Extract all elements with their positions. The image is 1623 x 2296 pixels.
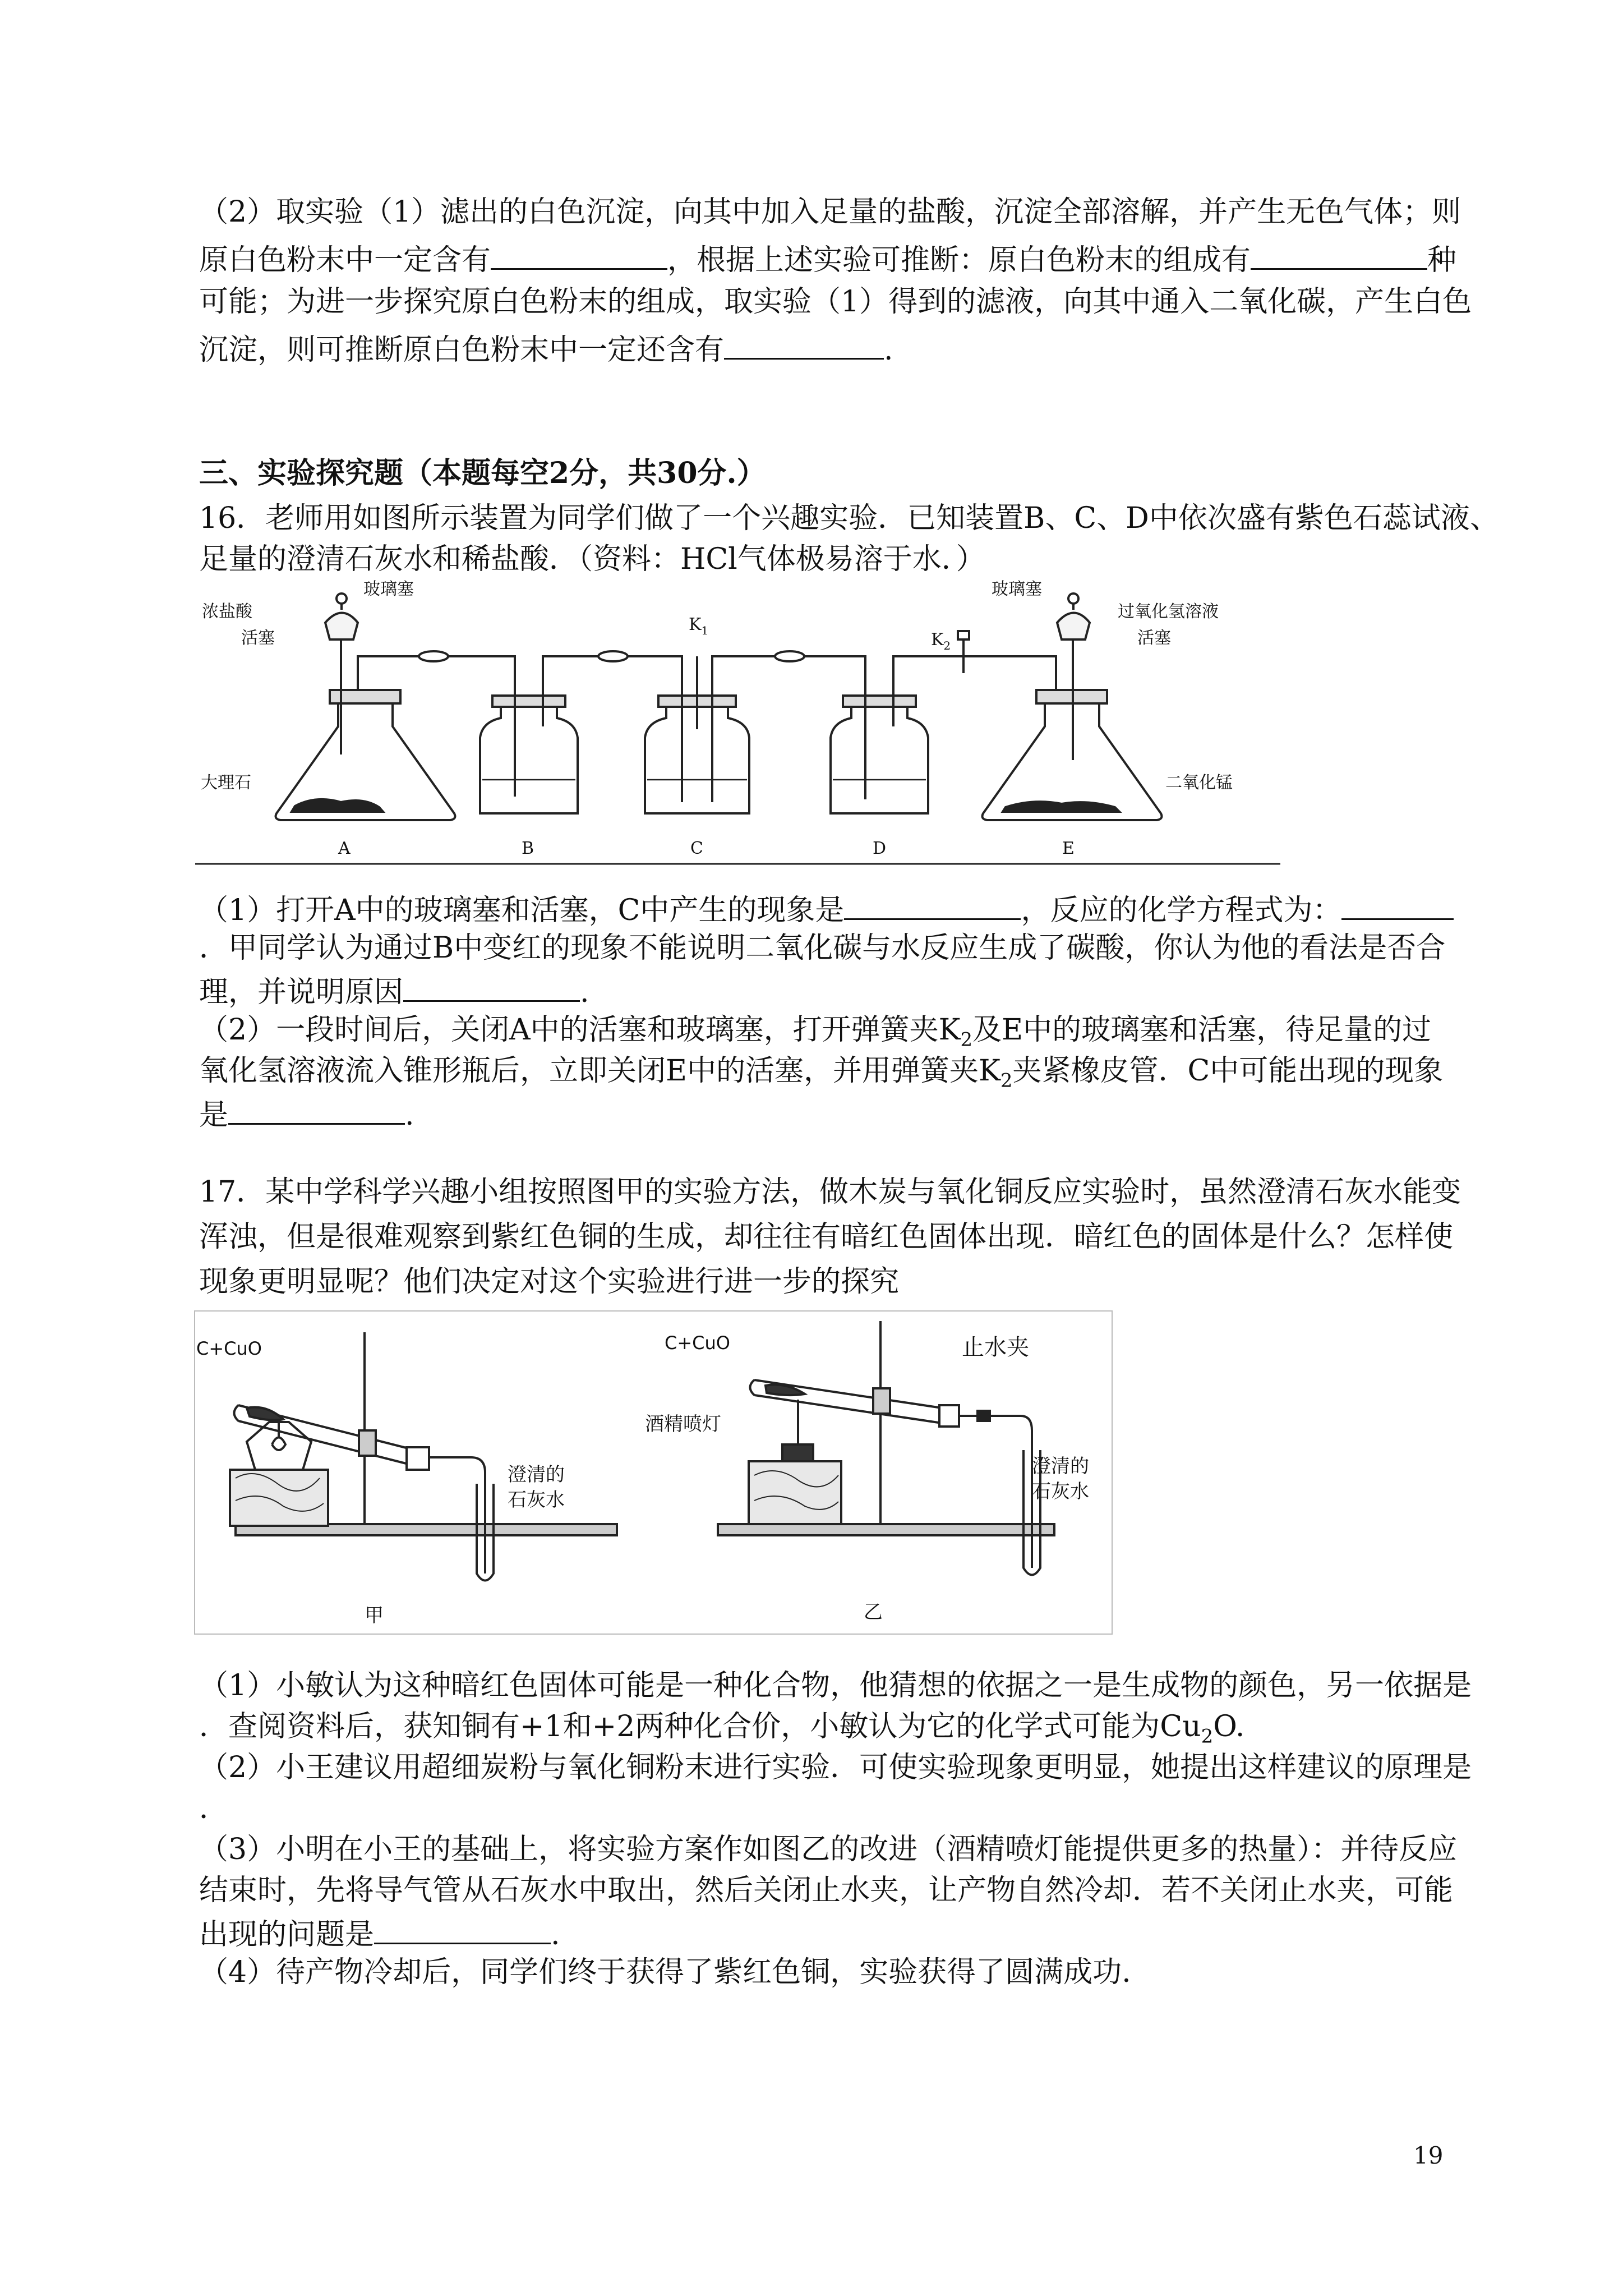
q17-p1-line1: （1）小敏认为这种暗红色固体可能是一种化合物，他猜想的依据之一是生成物的颜色，另一依据是: [199, 1669, 1472, 1703]
q16-p1-line3: [199, 972, 589, 1009]
page-number: 19: [1413, 2142, 1444, 2169]
label-glass-stopper: 玻璃塞: [363, 579, 414, 599]
answer-blank: [844, 890, 1021, 920]
q17-line2: 浑浊，但是很难观察到紫红色铜的生成，却往往有暗红色固体出现．暗红色的固体是什么？怎样使: [199, 1220, 1454, 1254]
q15-p2-line4: [199, 330, 893, 367]
label-a: A: [338, 839, 351, 858]
label-h2o2: 过氧化氢溶液: [1118, 602, 1219, 622]
text: ，反应的化学方程式为：: [1021, 894, 1342, 927]
answer-blank: [374, 1915, 551, 1944]
label-k1: $K_1$: [689, 615, 709, 637]
q17-p2-line1: （2）小王建议用超细炭粉与氧化铜粉末进行实验．可使实验现象更明显，她提出这样建议的原理是: [199, 1751, 1472, 1784]
label-glass-stopper-right: 玻璃塞: [992, 579, 1042, 599]
label-c: C: [690, 839, 703, 858]
setup-a: [230, 1332, 617, 1581]
label-stopcock: 活塞: [241, 628, 275, 648]
q17-line3: 现象更明显呢？他们决定对这个实验进行进一步的探究: [199, 1265, 900, 1299]
connecting-tubes: [358, 631, 1056, 693]
q17-apparatus-figure: [193, 1310, 1113, 1635]
text: .: [405, 1098, 414, 1132]
subscript: 2: [1000, 1069, 1013, 1092]
text: .: [884, 333, 893, 367]
text: 氧化氢溶液流入锥形瓶后，立即关闭E中的活塞，并用弹簧夹K: [199, 1054, 1000, 1088]
text: 理，并说明原因: [199, 976, 404, 1009]
text: 原白色粉末中一定含有: [199, 243, 491, 277]
q16-p2-line3: [199, 1095, 414, 1132]
text: O.: [1213, 1710, 1245, 1743]
q17-p3-line2: 结束时，先将导气管从石灰水中取出，然后关闭止水夹，让产物自然冷却．若不关闭止水夹，可能: [199, 1874, 1454, 1907]
q16-line1: 16．老师用如图所示装置为同学们做了一个兴趣实验．已知装置B、C、D中依次盛有紫色石蕊试液、: [199, 501, 1499, 535]
answer-blank: [1341, 890, 1454, 920]
subscript: 2: [960, 1028, 973, 1051]
flask-e: [983, 593, 1162, 820]
q16-p2-line2: [199, 1054, 1443, 1097]
label-d: D: [873, 839, 887, 858]
label-e: E: [1062, 839, 1075, 858]
q15-p2-line1: （2）取实验（1）滤出的白色沉淀，向其中加入足量的盐酸，沉淀全部溶解，并产生无色气体；则: [199, 195, 1461, 229]
answer-blank: [403, 972, 580, 1002]
figure-labels: [196, 1332, 1089, 1627]
q15-p2-line3: 可能；为进一步探究原白色粉末的组成，取实验（1）得到的滤液，向其中通入二氧化碳，产生白色: [199, 285, 1472, 319]
q16-apparatus-figure: [195, 575, 1280, 867]
label-k2: $K_2$: [931, 630, 951, 652]
bottle-b: [480, 693, 578, 813]
q16-p2-line1: [199, 1013, 1431, 1056]
text: （1）打开A中的玻璃塞和活塞，C中产生的现象是: [199, 894, 845, 927]
q17-p3-line1: （3）小明在小王的基础上，将实验方案作如图乙的改进（酒精喷灯能提供更多的热量）：并待反应: [199, 1833, 1458, 1866]
answer-blank: [724, 330, 884, 360]
text: .: [580, 976, 589, 1009]
text: 夹紧橡皮管．C中可能出现的现象: [1012, 1054, 1444, 1088]
text: 出现的问题是: [199, 1918, 375, 1952]
q17-line1: 17．某中学科学兴趣小组按照图甲的实验方法，做木炭与氧化铜反应实验时，虽然澄清石灰水能变: [199, 1175, 1461, 1209]
caption-a: 甲: [365, 1604, 384, 1627]
q16-p1-line1: [199, 890, 1454, 927]
text: ，根据上述实验可推断：原白色粉末的组成有: [667, 243, 1251, 277]
q16-line2: 足量的澄清石灰水和稀盐酸．（资料：HCl气体极易溶于水．）: [199, 542, 985, 576]
label-clamp: 止水夹: [962, 1335, 1029, 1360]
bottle-d: [831, 693, 928, 813]
q17-p4-line1: （4）待产物冷却后，同学们终于获得了紫红色铜，实验获得了圆满成功.: [199, 1955, 1131, 1989]
text: .: [551, 1918, 560, 1952]
text: （2）一段时间后，关闭A中的活塞和玻璃塞，打开弹簧夹K: [199, 1013, 961, 1047]
label-b: B: [522, 839, 534, 858]
answer-blank: [228, 1095, 405, 1125]
q17-p1-line2: [199, 1710, 1244, 1753]
label-stopcock-right: 活塞: [1137, 628, 1171, 648]
label-reactants-a: C+CuO: [196, 1338, 262, 1359]
text: 沉淀，则可推断原白色粉末中一定还含有: [199, 333, 725, 367]
label-limewater-a1: 澄清的: [508, 1464, 565, 1486]
text: 种: [1427, 243, 1457, 277]
section-heading: 三、实验探究题（本题每空2分，共30分.）: [199, 456, 766, 490]
label-limewater-b2: 石灰水: [1032, 1480, 1089, 1503]
q17-p2-line2: ．: [199, 1792, 229, 1825]
answer-blank: [1251, 240, 1427, 270]
label-limewater-a2: 石灰水: [508, 1489, 565, 1511]
label-conc-hcl: 浓盐酸: [202, 602, 252, 622]
text: 及E中的玻璃塞和活塞，待足量的过: [972, 1013, 1432, 1047]
bottle-c: [645, 656, 749, 813]
label-burner: 酒精喷灯: [645, 1413, 721, 1435]
q17-p3-line3: [199, 1915, 560, 1952]
text: ．查阅资料后，获知铜有+1和+2两种化合价，小敏认为它的化学式可能为Cu: [199, 1710, 1201, 1743]
label-reactants-b: C+CuO: [665, 1332, 730, 1354]
q16-p1-line2: ．甲同学认为通过B中变红的现象不能说明二氧化碳与水反应生成了碳酸，你认为他的看法是否合: [199, 931, 1446, 965]
label-limewater-b1: 澄清的: [1032, 1455, 1089, 1478]
answer-blank: [491, 240, 667, 270]
flask-a: [276, 593, 455, 820]
label-marble: 大理石: [201, 773, 251, 793]
text: 是: [199, 1098, 229, 1132]
subscript: 2: [1201, 1725, 1214, 1748]
label-mno2: 二氧化锰: [1165, 773, 1233, 793]
caption-b: 乙: [864, 1601, 883, 1623]
q15-p2-line2: [199, 240, 1456, 277]
